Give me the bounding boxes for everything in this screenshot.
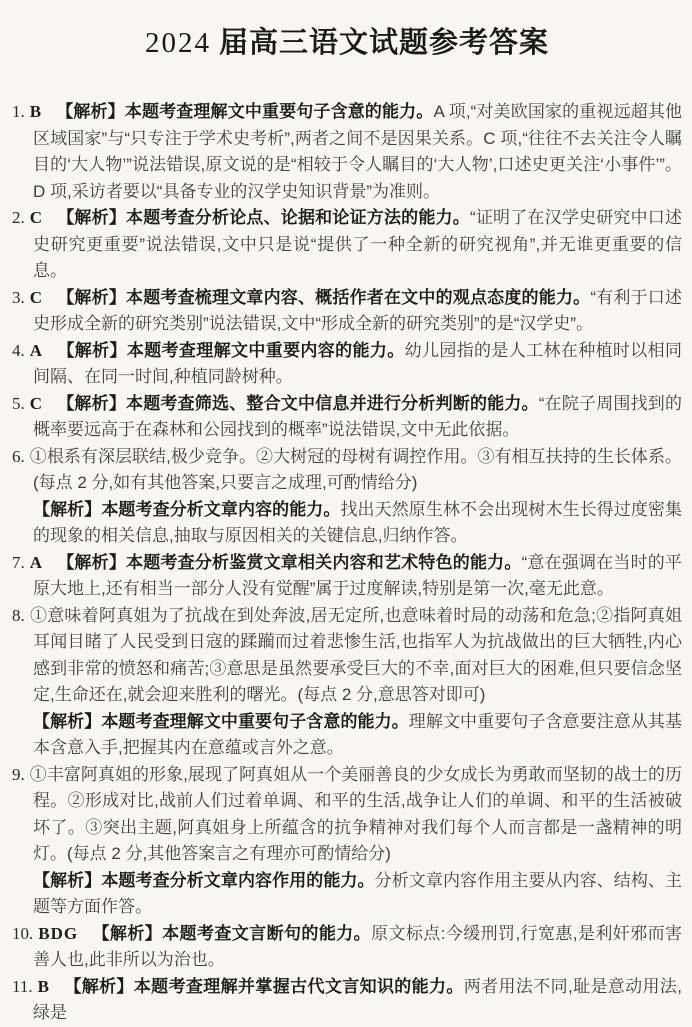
item-para [12, 921, 682, 974]
item-number: 3. [12, 287, 25, 307]
analysis-label: 【解析】本题考查分析文章内容作用的能力。 [33, 870, 375, 890]
analysis-text: “在院子周围找到的概率要远高于在森林和公园找到的概率”说法错误,文中无此依据。 [33, 393, 682, 439]
item-answer: B [29, 102, 43, 121]
item-number: 8. [12, 605, 25, 625]
analysis-text: “有利于口述史形成全新的研究类别”说法错误,文中“形成全新的研究类别”的是“汉学史”。 [33, 287, 682, 333]
analysis-text: 理解文中重要句子含意要注意从其基本含意入手,把握其内在意蕴或言外之意。 [33, 711, 683, 757]
item-number: 7. [12, 552, 25, 572]
item-analysis-para [12, 709, 682, 762]
item-para [12, 99, 682, 205]
analysis-label: 【解析】本题考查分析论点、论据和论证方法的能力。 [57, 208, 470, 227]
item-number: 2. [12, 208, 25, 227]
analysis-text: 原文标点:今缓刑罚,行宽惠,是利奸邪而害善人也,此非所以为治也。 [33, 923, 683, 969]
analysis-text: A 项,“对美欧国家的重视远超其他区域国家”与“只专注于学术史考析”,两者之间不是因果关系。C 项,“往往不去关注令人瞩目的‘大人物’”说法错误,原文说的是“相较于令人瞩目的‘大人物’,口述史更关注‘小事件’”。D 项,采访者要以“具备专业的汉学史知识背景”为准则。 [33, 102, 683, 201]
answer-item-5 [12, 391, 682, 444]
item-para [12, 338, 682, 391]
page-title [12, 24, 682, 62]
analysis-label: 【解析】本题考查理解文中重要内容的能力。 [57, 340, 405, 360]
answer-points-text: ①意味着阿真姐为了抗战在到处奔波,居无定所,也意味着时局的动荡和危急;②指阿真姐耳闻目睹了人民受到日寇的蹂躏而过着悲惨生活,也指军人为抗战做出的巨大牺牲,内心感到非常的愤怒和痛苦;③意思是虽然要承受巨大的不幸,面对巨大的困难,但只要信念坚定,生命还在,就会迎来胜利的曙光。(每点 2 分,意思答对即可) [29, 605, 682, 704]
item-analysis-para [12, 868, 682, 921]
analysis-text: “证明了在汉学史研究中口述史研究更重要”说法错误,文中只是说“提供了一种全新的研究视角”,并无谁更重要的信息。 [33, 208, 682, 280]
answer-item-8 [12, 603, 682, 762]
item-number: 5. [12, 393, 25, 413]
item-answer-points [12, 603, 682, 709]
answer-item-6 [12, 444, 682, 550]
analysis-label: 【解析】本题考查梳理文章内容、概括作者在文中的观点态度的能力。 [57, 287, 591, 307]
item-answer: A [29, 340, 44, 360]
item-para [12, 205, 682, 285]
analysis-text: “意在强调在当时的平原大地上,还有相当一部分人没有觉醒”属于过度解读,特别是第一次,毫无此意。 [33, 552, 682, 598]
title-year: 2024 [144, 27, 211, 59]
item-answer-points [12, 444, 682, 497]
answer-points-text: ①丰富阿真姐的形象,展现了阿真姐从一个美丽善良的少女成长为勇敢而坚韧的战士的历程。②形成对比,战前人们过着单调、和平的生活,战争让人们的单调、和平的生活被破坏了。③突出主题,阿真姐身上所蕴含的抗争精神对我们每个人而言都是一盏精神的明灯。(每点 2 分,其他答案言之有理亦可酌情给分) [29, 764, 682, 863]
item-answer: BDG [38, 923, 79, 943]
item-answer: C [29, 287, 44, 307]
answer-item-2 [12, 205, 682, 285]
answer-item-3 [12, 285, 682, 338]
item-answer: C [29, 393, 44, 413]
analysis-label: 【解析】本题考查理解文中重要句子含意的能力。 [33, 711, 409, 731]
item-number: 10. [12, 923, 34, 943]
item-number: 9. [12, 764, 25, 784]
item-para [12, 391, 682, 444]
analysis-label: 【解析】本题考查文言断句的能力。 [92, 923, 372, 943]
analysis-label: 【解析】本题考查筛选、整合文中信息并进行分析判断的能力。 [57, 393, 539, 413]
analysis-label: 【解析】本题考查理解文中重要句子含意的能力。 [56, 102, 434, 121]
answer-item-11 [12, 974, 682, 1027]
analysis-label: 【解析】本题考查理解并掌握古代文言知识的能力。 [63, 976, 464, 996]
analysis-text: 幼儿园指的是人工林在种植时以相同间隔、在同一时间,种植同龄树种。 [33, 340, 683, 386]
answer-item-1 [12, 99, 682, 205]
analysis-text: 两者用法不同,耻是意动用法,绿是 [33, 976, 682, 1022]
item-number: 4. [12, 340, 25, 360]
answer-item-4 [12, 338, 682, 391]
analysis-text: 找出天然原生林不会出现树木生长得过度密集的现象的相关信息,抽取与原因相关的关键信息,归纳作答。 [33, 499, 683, 545]
item-para [12, 974, 682, 1027]
item-number: 11. [12, 976, 33, 996]
answer-item-7 [12, 550, 682, 603]
answer-item-9 [12, 762, 682, 921]
item-para [12, 285, 682, 338]
item-para [12, 550, 682, 603]
item-answer: A [29, 552, 44, 572]
answer-points-text: ①根系有深层联结,极少竞争。②大树冠的母树有调控作用。③有相互扶持的生长体系。(每点 2 分,如有其他答案,只要言之成理,可酌情给分) [29, 446, 682, 492]
item-number: 6. [12, 446, 25, 466]
title-text: 届高三语文试题参考答案 [218, 27, 549, 59]
analysis-text: 分析文章内容作用主要从内容、结构、主题等方面作答。 [33, 870, 683, 916]
item-analysis-para [12, 497, 682, 550]
analysis-label: 【解析】本题考查分析鉴赏文章相关内容和艺术特色的能力。 [57, 552, 522, 572]
answer-item-10 [12, 921, 682, 974]
item-answer-points [12, 762, 682, 868]
item-answer: C [29, 208, 44, 227]
analysis-label: 【解析】本题考查分析文章内容的能力。 [33, 499, 341, 519]
item-answer: B [37, 976, 50, 996]
item-number: 1. [12, 102, 25, 121]
